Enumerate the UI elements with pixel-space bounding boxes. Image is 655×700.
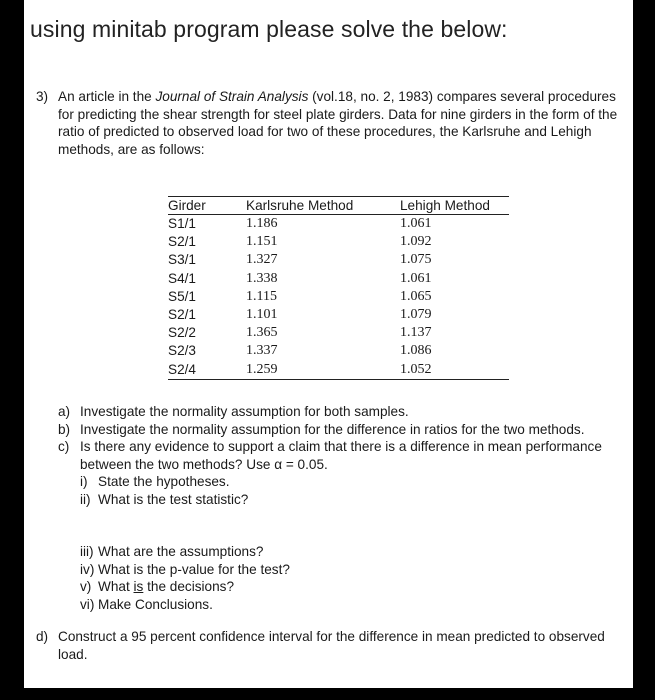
- document-page: [24, 0, 633, 688]
- question-b-text: Investigate the normality assumption for the difference in ratios for the two methods.: [80, 421, 585, 437]
- question-d-label: d): [36, 629, 49, 644]
- table-row: [168, 288, 509, 306]
- sub-question-text: What is the test statistic?: [98, 491, 249, 507]
- sub-question: [58, 578, 623, 596]
- problem-text-start: An article in the: [58, 89, 156, 104]
- girder-cell: S3/1: [168, 252, 196, 268]
- question-c: [58, 438, 623, 473]
- sub-question-label: i): [80, 474, 88, 489]
- sub-question-text: What are the assumptions?: [98, 544, 264, 559]
- sub-question-text-start: What: [98, 579, 134, 594]
- table-header-row: [168, 197, 509, 215]
- karlsruhe-cell: 1.115: [246, 288, 277, 304]
- table-row: [168, 270, 509, 288]
- sub-question-label: vi): [80, 596, 95, 612]
- underlined-word: is: [133, 579, 144, 594]
- karlsruhe-cell: 1.259: [246, 361, 400, 380]
- sub-question: [58, 491, 623, 509]
- sub-question-label: ii): [80, 491, 91, 507]
- question-c-label: c): [58, 439, 70, 454]
- lehigh-cell: 1.061: [400, 270, 432, 286]
- problem-text: [58, 88, 621, 158]
- problem-number: 3): [36, 89, 49, 104]
- table-row: [168, 324, 509, 342]
- data-table: [168, 196, 509, 380]
- karlsruhe-cell: 1.337: [246, 343, 278, 359]
- girder-cell: S5/1: [168, 288, 196, 304]
- karlsruhe-cell: 1.101: [246, 307, 278, 323]
- girder-cell: S1/1: [168, 216, 196, 231]
- sub-question-label: v): [80, 579, 92, 594]
- question-list: [58, 403, 623, 613]
- lehigh-cell: 1.065: [400, 288, 432, 304]
- lehigh-cell: 1.137: [400, 325, 432, 341]
- table-row: [168, 251, 509, 269]
- karlsruhe-cell: 1.327: [246, 252, 278, 268]
- lehigh-cell: 1.075: [400, 252, 432, 268]
- lehigh-cell: 1.061: [400, 216, 432, 231]
- sub-question: [58, 473, 623, 491]
- table-row: [168, 306, 509, 324]
- page-title: using minitab program please solve the below:: [30, 16, 508, 42]
- sub-question-text-end: the decisions?: [143, 579, 235, 594]
- sub-question-label: iv): [80, 561, 95, 577]
- sub-question: [58, 561, 623, 579]
- question-a-label: a): [58, 404, 71, 419]
- question-b: [58, 421, 623, 439]
- sub-question: [58, 596, 623, 614]
- question-c-text: Is there any evidence to support a claim that there is a difference in mean performance between the two methods? Use α = 0.05.: [80, 439, 602, 472]
- problem-text-end: (vol.18, no. 2, 1983) compares several procedures for predicting the shear strength for steel plate girders. Data for nine girders in the form of the ratio of predicted to observed load for two of these procedures, the Karlsruhe and Lehigh methods, are as follows:: [58, 89, 618, 157]
- karlsruhe-cell: 1.365: [246, 325, 278, 341]
- lehigh-cell: 1.092: [400, 234, 432, 250]
- girder-cell: S2/3: [168, 343, 196, 359]
- table-row: [168, 233, 509, 251]
- question-b-label: b): [58, 421, 71, 437]
- header-lehigh: Lehigh Method: [400, 197, 509, 215]
- karlsruhe-cell: 1.151: [246, 234, 278, 250]
- lehigh-cell: 1.086: [400, 343, 432, 359]
- question-a: [58, 403, 623, 421]
- journal-name: Journal of Strain Analysis: [155, 89, 309, 104]
- lehigh-cell: 1.052: [400, 361, 509, 380]
- sub-question-text: State the hypotheses.: [98, 474, 230, 489]
- table-row: [168, 342, 509, 360]
- blank-space: [58, 508, 623, 543]
- sub-question-label: iii): [80, 544, 94, 559]
- girder-cell: S2/2: [168, 325, 196, 341]
- girder-cell: S4/1: [168, 270, 196, 286]
- table-row: [168, 215, 509, 234]
- karlsruhe-cell: 1.186: [246, 216, 278, 231]
- question-d-text: Construct a 95 percent confidence interval for the difference in mean predicted to observed load.: [58, 629, 605, 662]
- table-row: [168, 361, 509, 380]
- sub-question: [58, 543, 623, 561]
- girder-cell: S2/4: [168, 361, 246, 380]
- karlsruhe-cell: 1.338: [246, 270, 278, 286]
- lehigh-cell: 1.079: [400, 307, 432, 323]
- header-karlsruhe: Karlsruhe Method: [246, 197, 400, 215]
- question-d: [36, 628, 616, 663]
- question-a-text: Investigate the normality assumption for both samples.: [80, 404, 409, 419]
- girder-cell: S2/1: [168, 234, 196, 250]
- problem-statement: [36, 88, 621, 158]
- header-girder: Girder: [168, 197, 246, 215]
- sub-question-text: Make Conclusions.: [98, 596, 213, 612]
- girder-cell: S2/1: [168, 307, 196, 323]
- sub-question-text: What is the p-value for the test?: [98, 561, 290, 577]
